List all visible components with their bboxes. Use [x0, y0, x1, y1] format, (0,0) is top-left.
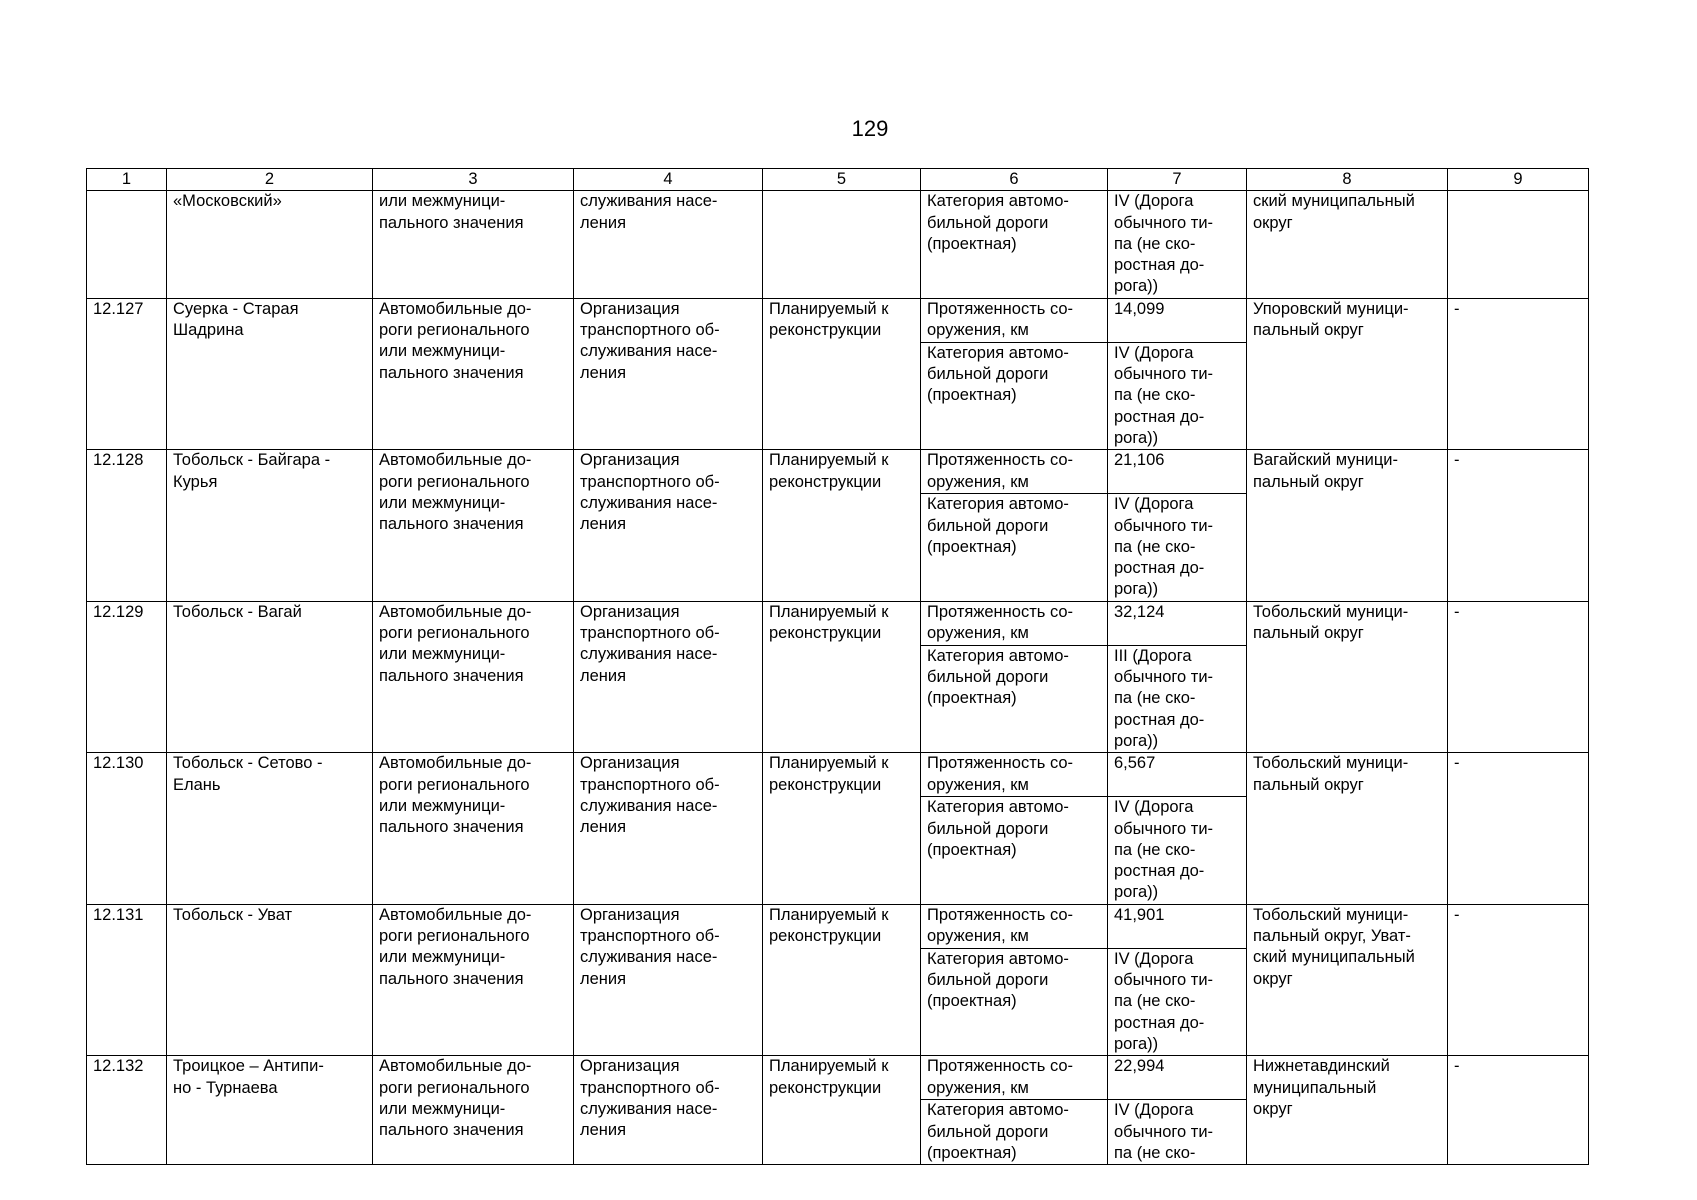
text-line: Категория автомо- — [927, 343, 1069, 362]
text-line: обычного ти- — [1114, 365, 1214, 384]
cell-col9: - — [1448, 298, 1589, 449]
text-line: ростная до- — [1114, 862, 1205, 881]
text-line: ления — [580, 818, 627, 837]
text-line: ский муниципальный — [1253, 948, 1415, 967]
cell-value-length — [1108, 601, 1247, 645]
text-line: округ — [1253, 213, 1293, 232]
text-line: Организация — [580, 905, 680, 924]
text-line: бильной дороги — [927, 971, 1049, 990]
text-line: ления — [580, 1121, 627, 1140]
text-line: Тобольский муници- — [1253, 754, 1409, 773]
text-line: оружения, км — [927, 321, 1029, 340]
cell-status — [763, 904, 921, 1055]
text-line: роги регионального — [379, 927, 530, 946]
text-line: IV (Дорога — [1114, 495, 1194, 514]
text-line: Курья — [173, 472, 218, 491]
text-line: или межмуници- — [379, 796, 506, 815]
text-line: обычного ти- — [1114, 516, 1214, 535]
text-line: транспортного об- — [580, 472, 720, 491]
cell-number: 12.129 — [87, 601, 167, 752]
text-line: Организация — [580, 1057, 680, 1076]
text-line: Категория автомо- — [927, 646, 1069, 665]
text-line: реконструкции — [769, 775, 882, 794]
text-line: рога)) — [1114, 580, 1159, 599]
cell-name — [167, 1056, 373, 1165]
text-line: рога)) — [1114, 1034, 1159, 1053]
cell-parameter-category — [921, 1100, 1108, 1165]
header-cell: 9 — [1448, 169, 1589, 191]
text-line: (проектная) — [927, 537, 1017, 556]
text-line: IV (Дорога — [1114, 798, 1194, 817]
text-line: Планируемый к — [769, 1057, 889, 1076]
text-line: Елань — [173, 775, 221, 794]
text-line: реконструкции — [769, 321, 882, 340]
text-line: транспортного об- — [580, 624, 720, 643]
text-line: 41,901 — [1114, 905, 1165, 924]
text-line: ростная до- — [1114, 559, 1205, 578]
table-row — [87, 450, 1589, 494]
cell-col9: - — [1448, 601, 1589, 752]
text-line: бильной дороги — [927, 213, 1049, 232]
text-line: ростная до- — [1114, 256, 1205, 275]
cell-status — [763, 753, 921, 904]
table-row — [87, 298, 1589, 342]
text-line: округ — [1253, 969, 1293, 988]
cell-parameter-length — [921, 904, 1108, 948]
text-line: пального значения — [379, 666, 524, 685]
text-line: Категория автомо- — [927, 798, 1069, 817]
text-line: Организация — [580, 299, 680, 318]
text-line: рога)) — [1114, 731, 1159, 750]
text-line: Организация — [580, 602, 680, 621]
cell-location — [1247, 904, 1448, 1055]
cell-col9: - — [1448, 904, 1589, 1055]
cell-value-category — [1108, 342, 1247, 449]
cell-type — [373, 450, 574, 601]
header-row — [87, 169, 1589, 191]
text-line: Автомобильные до- — [379, 1057, 532, 1076]
text-line: оружения, км — [927, 775, 1029, 794]
text-line: пального значения — [379, 363, 524, 382]
table-row — [87, 601, 1589, 645]
header-cell: 4 — [574, 169, 763, 191]
cell-col9 — [1448, 191, 1589, 298]
cell-name — [167, 753, 373, 904]
text-line: бильной дороги — [927, 365, 1049, 384]
cell-location — [1247, 298, 1448, 449]
text-line: пальный округ — [1253, 321, 1364, 340]
text-line: или межмуници- — [379, 342, 506, 361]
text-line: Организация — [580, 754, 680, 773]
cell-value-length — [1108, 1056, 1247, 1100]
text-line: (проектная) — [927, 1143, 1017, 1162]
cell-value-length — [1108, 904, 1247, 948]
text-line: Упоровский муници- — [1253, 299, 1409, 318]
text-line: (проектная) — [927, 386, 1017, 405]
text-line: ский муниципальный — [1253, 192, 1415, 211]
text-line: пальный округ — [1253, 472, 1364, 491]
text-line: обычного ти- — [1114, 668, 1214, 687]
text-line: IV (Дорога — [1114, 192, 1194, 211]
text-line: пального значения — [379, 1121, 524, 1140]
cell-parameter-length — [921, 450, 1108, 494]
header-cell: 8 — [1247, 169, 1448, 191]
cell-status — [763, 191, 921, 298]
text-line: ления — [580, 969, 627, 988]
header-cell: 1 — [87, 169, 167, 191]
text-line: оружения, км — [927, 624, 1029, 643]
cell-name — [167, 450, 373, 601]
cell-value-category — [1108, 1100, 1247, 1165]
text-line: служивания насе- — [580, 493, 718, 512]
cell-type — [373, 298, 574, 449]
header-cell: 3 — [373, 169, 574, 191]
text-line: пального значения — [379, 818, 524, 837]
text-line: Организация — [580, 451, 680, 470]
table-row — [87, 753, 1589, 797]
text-line: оружения, км — [927, 472, 1029, 491]
text-line: округ — [1253, 1099, 1293, 1118]
text-line: Категория автомо- — [927, 192, 1069, 211]
text-line: оружения, км — [927, 927, 1029, 946]
cell-purpose — [574, 904, 763, 1055]
text-line: 14,099 — [1114, 299, 1165, 318]
page-number: 129 — [851, 116, 889, 141]
text-line: рога)) — [1114, 277, 1159, 296]
cell-value-length — [1108, 450, 1247, 494]
cell-number: 12.130 — [87, 753, 167, 904]
text-line: Планируемый к — [769, 299, 889, 318]
cell-purpose — [574, 601, 763, 752]
text-line: Тобольск - Уват — [173, 905, 293, 924]
header-cell: 6 — [921, 169, 1108, 191]
cell-location — [1247, 191, 1448, 298]
text-line: 6,567 — [1114, 754, 1156, 773]
text-line: ления — [580, 363, 627, 382]
text-line: служивания насе- — [580, 1099, 718, 1118]
text-line: Протяженность со- — [927, 905, 1074, 924]
text-line: Тобольск - Байгара - — [173, 451, 331, 470]
text-line: роги регионального — [379, 624, 530, 643]
cell-location — [1247, 1056, 1448, 1165]
text-line: па (не ско- — [1114, 992, 1196, 1011]
carryover-row — [87, 191, 1589, 298]
text-line: пальный округ, Уват- — [1253, 927, 1411, 946]
text-line: бильной дороги — [927, 1122, 1049, 1141]
cell-purpose — [574, 298, 763, 449]
text-line: оружения, км — [927, 1078, 1029, 1097]
text-line: 22,994 — [1114, 1057, 1165, 1076]
text-line: Категория автомо- — [927, 949, 1069, 968]
text-line: транспортного об- — [580, 321, 720, 340]
text-line: пального значения — [379, 213, 524, 232]
cell-number: 12.128 — [87, 450, 167, 601]
cell-value-category — [1108, 645, 1247, 752]
text-line: рога)) — [1114, 428, 1159, 447]
text-line: транспортного об- — [580, 927, 720, 946]
text-line: III (Дорога — [1114, 646, 1192, 665]
cell-location — [1247, 450, 1448, 601]
text-line: (проектная) — [927, 840, 1017, 859]
text-line: Категория автомо- — [927, 495, 1069, 514]
text-line: реконструкции — [769, 624, 882, 643]
cell-location — [1247, 753, 1448, 904]
text-line: Автомобильные до- — [379, 754, 532, 773]
cell-status — [763, 298, 921, 449]
cell-number: 12.131 — [87, 904, 167, 1055]
cell-purpose — [574, 191, 763, 298]
table-row — [87, 1056, 1589, 1100]
text-line: но - Турнаева — [173, 1078, 278, 1097]
text-line: пального значения — [379, 969, 524, 988]
roads-table — [86, 168, 1589, 1165]
cell-parameter-length — [921, 601, 1108, 645]
text-line: ростная до- — [1114, 407, 1205, 426]
text-line: обычного ти- — [1114, 1122, 1214, 1141]
text-line: служивания насе- — [580, 948, 718, 967]
cell-number: 12.132 — [87, 1056, 167, 1165]
cell-value — [1108, 191, 1247, 298]
text-line: служивания насе- — [580, 342, 718, 361]
text-line: Протяженность со- — [927, 299, 1074, 318]
cell-parameter-length — [921, 1056, 1108, 1100]
text-line: IV (Дорога — [1114, 949, 1194, 968]
text-line: па (не ско- — [1114, 537, 1196, 556]
text-line: служивания насе- — [580, 796, 718, 815]
text-line: Протяженность со- — [927, 1057, 1074, 1076]
cell-parameter-length — [921, 753, 1108, 797]
cell-type — [373, 1056, 574, 1165]
cell-number: 12.127 — [87, 298, 167, 449]
text-line: Категория автомо- — [927, 1101, 1069, 1120]
header-cell: 5 — [763, 169, 921, 191]
text-line: обычного ти- — [1114, 213, 1214, 232]
cell-name — [167, 904, 373, 1055]
text-line: или межмуници- — [379, 493, 506, 512]
cell-value-category — [1108, 797, 1247, 904]
text-line: па (не ско- — [1114, 1143, 1196, 1162]
cell-purpose — [574, 450, 763, 601]
cell-parameter-category — [921, 342, 1108, 449]
cell-purpose — [574, 753, 763, 904]
text-line: бильной дороги — [927, 516, 1049, 535]
cell-parameter-category — [921, 948, 1108, 1055]
text-line: или межмуници- — [379, 948, 506, 967]
text-line: роги регионального — [379, 321, 530, 340]
cell-type — [373, 753, 574, 904]
text-line: Вагайский муници- — [1253, 451, 1398, 470]
text-line: роги регионального — [379, 472, 530, 491]
cell-type — [373, 191, 574, 298]
text-line: Тобольский муници- — [1253, 905, 1409, 924]
text-line: Протяженность со- — [927, 451, 1074, 470]
text-line: ростная до- — [1114, 710, 1205, 729]
cell-parameter-category — [921, 645, 1108, 752]
text-line: служивания насе- — [580, 645, 718, 664]
text-line: ления — [580, 666, 627, 685]
text-line: реконструкции — [769, 1078, 882, 1097]
cell-value-category — [1108, 494, 1247, 601]
text-line: па (не ско- — [1114, 689, 1196, 708]
text-line: Автомобильные до- — [379, 905, 532, 924]
cell-value-length — [1108, 298, 1247, 342]
text-line: реконструкции — [769, 472, 882, 491]
text-line: Тобольский муници- — [1253, 602, 1409, 621]
text-line: 21,106 — [1114, 451, 1165, 470]
text-line: роги регионального — [379, 775, 530, 794]
text-line: IV (Дорога — [1114, 1101, 1194, 1120]
cell-value-category — [1108, 948, 1247, 1055]
header-cell: 2 — [167, 169, 373, 191]
text-line: ления — [580, 213, 627, 232]
text-line: 32,124 — [1114, 602, 1165, 621]
cell-status — [763, 601, 921, 752]
text-line: или межмуници- — [379, 645, 506, 664]
text-line: бильной дороги — [927, 819, 1049, 838]
cell-name — [167, 298, 373, 449]
table-row — [87, 904, 1589, 948]
text-line: (проектная) — [927, 234, 1017, 253]
text-line: Планируемый к — [769, 602, 889, 621]
text-line: Нижнетавдинский — [1253, 1057, 1390, 1076]
header-cell: 7 — [1108, 169, 1247, 191]
text-line: Протяженность со- — [927, 602, 1074, 621]
text-line: служивания насе- — [580, 192, 718, 211]
text-line: Тобольск - Вагай — [173, 602, 302, 621]
text-line: па (не ско- — [1114, 386, 1196, 405]
text-line: Троицкое – Антипи- — [173, 1057, 324, 1076]
cell-type — [373, 601, 574, 752]
text-line: муниципальный — [1253, 1078, 1377, 1097]
text-line: Протяженность со- — [927, 754, 1074, 773]
text-line: Планируемый к — [769, 451, 889, 470]
cell-parameter-category — [921, 797, 1108, 904]
cell-name — [167, 191, 373, 298]
text-line: Тобольск - Сетово - — [173, 754, 323, 773]
text-line: или межмуници- — [379, 192, 506, 211]
text-line: ростная до- — [1114, 1013, 1205, 1032]
text-line: «Московский» — [173, 192, 282, 211]
text-line: па (не ско- — [1114, 840, 1196, 859]
text-line: рога)) — [1114, 883, 1159, 902]
cell-purpose — [574, 1056, 763, 1165]
text-line: пального значения — [379, 515, 524, 534]
text-line: па (не ско- — [1114, 234, 1196, 253]
text-line: или межмуници- — [379, 1099, 506, 1118]
text-line: Планируемый к — [769, 905, 889, 924]
text-line: обычного ти- — [1114, 971, 1214, 990]
cell-parameter — [921, 191, 1108, 298]
text-line: транспортного об- — [580, 1078, 720, 1097]
cell-parameter-category — [921, 494, 1108, 601]
text-line: роги регионального — [379, 1078, 530, 1097]
text-line: Планируемый к — [769, 754, 889, 773]
text-line: Шадрина — [173, 321, 244, 340]
text-line: (проектная) — [927, 689, 1017, 708]
cell-status — [763, 1056, 921, 1165]
cell-type — [373, 904, 574, 1055]
text-line: пальный округ — [1253, 624, 1364, 643]
text-line: ления — [580, 515, 627, 534]
text-line: IV (Дорога — [1114, 343, 1194, 362]
text-line: бильной дороги — [927, 668, 1049, 687]
text-line: пальный округ — [1253, 775, 1364, 794]
text-line: Автомобильные до- — [379, 451, 532, 470]
cell-col9: - — [1448, 450, 1589, 601]
text-line: Автомобильные до- — [379, 602, 532, 621]
text-line: реконструкции — [769, 927, 882, 946]
cell-col9: - — [1448, 753, 1589, 904]
cell-number — [87, 191, 167, 298]
text-line: Суерка - Старая — [173, 299, 299, 318]
text-line: (проектная) — [927, 992, 1017, 1011]
cell-location — [1247, 601, 1448, 752]
text-line: Автомобильные до- — [379, 299, 532, 318]
cell-name — [167, 601, 373, 752]
text-line: транспортного об- — [580, 775, 720, 794]
cell-value-length — [1108, 753, 1247, 797]
cell-status — [763, 450, 921, 601]
cell-col9: - — [1448, 1056, 1589, 1165]
text-line: обычного ти- — [1114, 819, 1214, 838]
cell-parameter-length — [921, 298, 1108, 342]
